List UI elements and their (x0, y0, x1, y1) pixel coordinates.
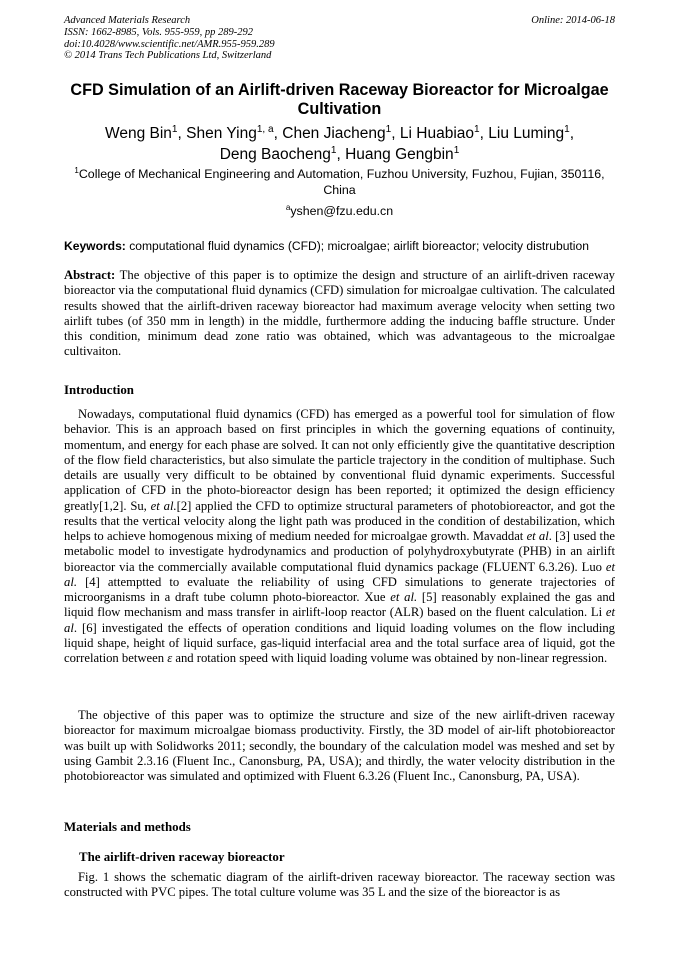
author: Deng Baocheng$^1$, (219, 144, 346, 163)
keywords-label: Keywords: (64, 239, 126, 253)
section-heading-introduction: Introduction (64, 383, 134, 397)
author: Liu Luming$^1$, (488, 123, 574, 142)
corresponding-email[interactable]: $^a$yshen@fzu.edu.cn (285, 202, 394, 218)
doi-line: doi:10.4028/www.scientific.net/AMR.955-959.289 (64, 38, 275, 50)
abstract-text: The objective of this paper is to optimize the design and structure of an airlift-driven raceway bioreactor via the computational fluid dynamics (CFD) simulation for microalgae cultivation. The calculated results showed that the airlift-driven raceway bioreactor had maximum average velocity when setting two airlift tubes (of 350 mm in length) in the middle, furthermore adding the inducing baffle structure. Under this condition, minimum dead zone ratio was obtained, which was advantageous to the microalgae cultivaiton. (64, 268, 615, 359)
epsilon-symbol: ε (167, 651, 173, 665)
introduction-paragraph-2: The objective of this paper was to optimize the structure and size of the new airlift-driven raceway bioreactor for maximum microalgae biomass productivity. Firstly, the 3D model of air-lift photobioreactor was built up with Solidworks 2011; secondly, the boundary of the calculation model was meshed and set by using Gambit 2.3.16 (Fluent Inc., Canonsburg, PA, USA); and thirdly, the water velocity distribution in the photobioreactor was simulated and optimized with Fluent 6.3.26 (Fluent Inc., Canonsburg, PA, USA). (64, 708, 615, 783)
author: Weng Bin$^1$, (104, 123, 187, 142)
abstract-label: Abstract: (64, 268, 116, 282)
abstract (64, 268, 615, 360)
running-header (64, 15, 484, 62)
online-date: Online: 2014-06-18 (531, 15, 615, 26)
journal-name: Advanced Materials Research (64, 15, 191, 26)
keywords (64, 238, 624, 254)
materials-paragraph-1: Fig. 1 shows the schematic diagram of the airlift-driven raceway bioreactor. The raceway section was constructed with PVC pipes. The total culture volume was 35 L and the size of the bioreactor is as (64, 870, 615, 900)
section-heading-materials: Materials and methods (64, 820, 191, 834)
subsection-heading-bioreactor: The airlift-driven raceway bioreactor (79, 850, 285, 864)
author: Huang Gengbin$^1$ (345, 144, 460, 163)
author: Chen Jiacheng$^1$, (282, 123, 400, 142)
issn-line: ISSN: 1662-8985, Vols. 955-959, pp 289-292 (64, 26, 253, 38)
copyright-line: © 2014 Trans Tech Publications Ltd, Switzerland (64, 50, 272, 62)
author-list (64, 124, 615, 165)
author: Shen Ying$^{1, a}$, (186, 123, 283, 142)
keywords-text: computational fluid dynamics (CFD); microalgae; airlift bioreactor; velocity distrubution (125, 239, 589, 253)
introduction-paragraph-1: Nowadays, computational fluid dynamics (CFD) has emerged as a powerful tool for simulation of flow behavior. This is an approach based on first principles in which the governing equations of continuity, momentum, and energy for each phase are solved. It can not only efficiently give the quantitative description of the flow field characteristics, but also simulate the particle trajectory in the condition of multiphase. Such details are usually very difficult to be obtained by conventional fluid dynamic experiments. Successful application of CFD in the photo-bioreactor design has been reported; it optimized the design efficiency greatly[1,2]. Su, et al.[2] applied the CFD to optimize structural parameters of photobioreactor, and got the results that the vertical velocity along the light path was produced in the condition of destabilization, which helps to achieve homogenous mixing of medium needed for microalgae growth. Mavaddat et al. [3] used the metabolic model to investigate hydrodynamics and production of polyhydroxybutyrate (PHB) in an airlift bioreactor via the commercially available computational fluid dynamics package (FLUENT 6.3.26). Luo et al. [4] attemptted to evaluate the reliability of using CFD simulations to generate trajectories of microorganisms in a draft tube column photo-bioreactor. Xue et al. [5] reasonably explained the gas and liquid flow mechanism and mass transfer in airlift-loop reactor (ALR) based on the fluent calculation. Li et al. [6] investigated the effects of operation conditions and liquid loading volumes on the flow including liquid shape, height of liquid surface, gas-liquid interfacial area and the total surface area of liquid, got the correlation between ε and rotation speed with liquid loading volume was obtained by non-linear regression. (64, 407, 616, 665)
paper-title: CFD Simulation of an Airlift-driven Raceway Bioreactor for Microalgae Cultivation (70, 81, 609, 118)
author: Li Huabiao$^1$, (399, 123, 489, 142)
affiliation: $^1$College of Mechanical Engineering and Automation, Fuzhou University, Fuzhou, Fujian, 350116, China (74, 165, 605, 197)
